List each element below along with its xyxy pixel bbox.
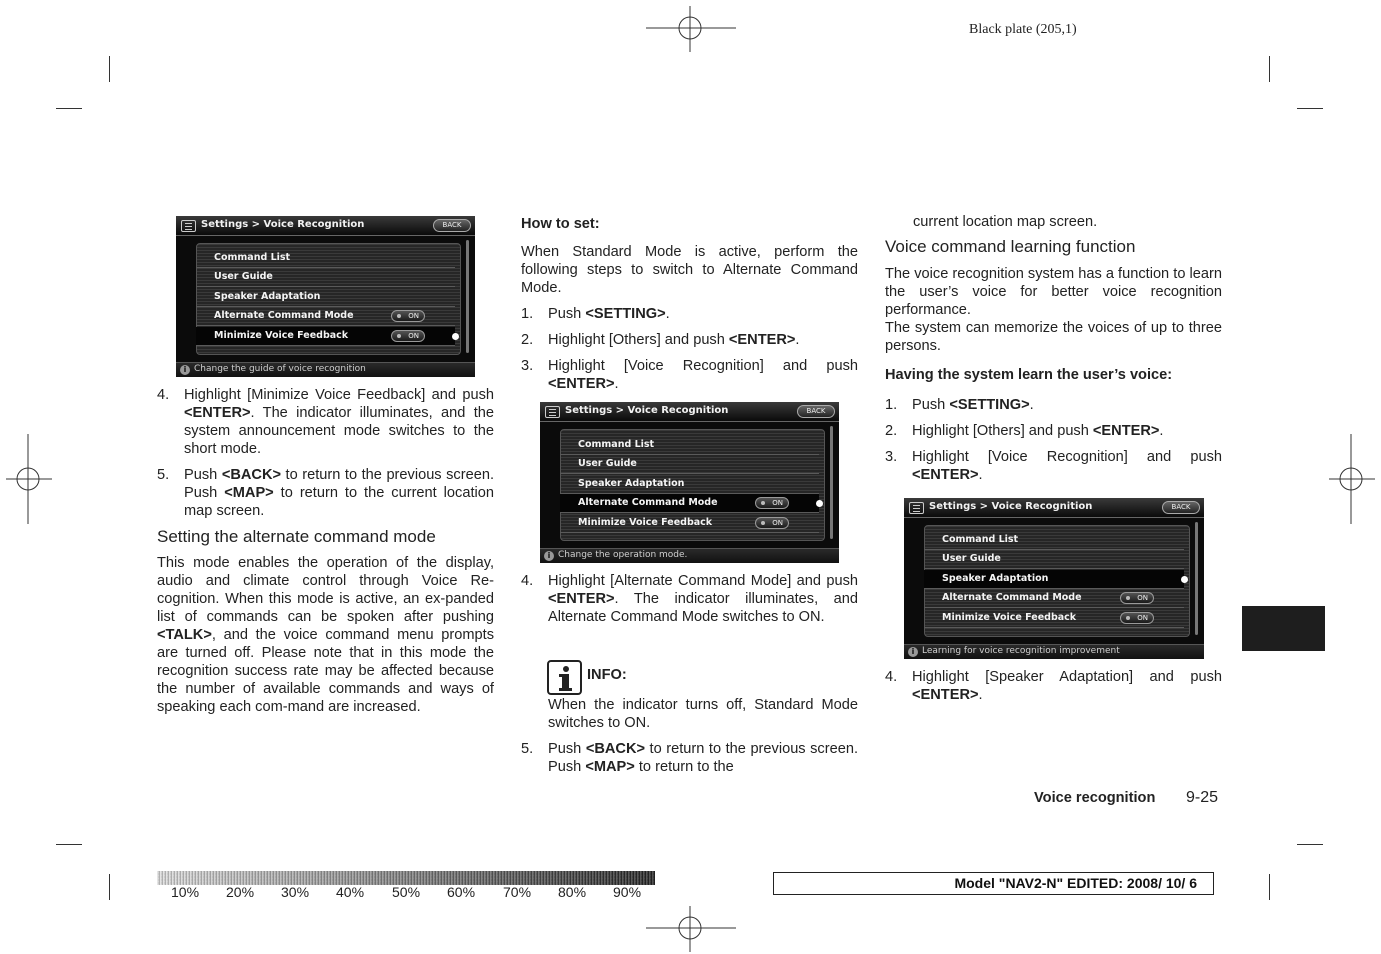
section-title: Voice command learning function xyxy=(885,237,1136,256)
registration-mark-right xyxy=(1329,434,1375,524)
right-column-text-bottom xyxy=(885,668,1222,704)
info-icon: i xyxy=(908,647,918,657)
middle-column-text-info xyxy=(521,696,858,776)
cursor-dot xyxy=(1181,576,1188,583)
screen-titlebar xyxy=(904,498,1204,518)
info-label: INFO: xyxy=(587,667,627,683)
step-item: 2. Highlight [Others] and push <ENTER>. xyxy=(521,332,800,348)
info-icon xyxy=(547,660,582,695)
model-edited-box: Model "NAV2-N" EDITED: 2008/ 10/ 6 xyxy=(773,872,1214,895)
menu-item-command-list: Command List xyxy=(560,436,819,455)
footer-section-title: Voice recognition xyxy=(1034,790,1156,806)
screen-title: Settings > Voice Recognition xyxy=(929,501,1093,512)
scrollbar xyxy=(830,426,833,539)
back-button: BACK xyxy=(1162,501,1200,514)
toggle-indicator: ON xyxy=(1120,612,1154,624)
screen-title: Settings > Voice Recognition xyxy=(201,219,365,230)
right-column-text-top xyxy=(885,213,1222,484)
middle-column-text-top xyxy=(521,215,858,393)
menu-icon xyxy=(909,502,924,514)
step-item: 5. Push <BACK> to return to the previous screen. Push <MAP> to return to the xyxy=(521,741,858,775)
registration-mark-top xyxy=(646,6,736,52)
toggle-indicator: ON xyxy=(755,517,789,529)
step-item: 3. Highlight [Voice Recognition] and push <ENTER>. xyxy=(885,449,1222,483)
menu-icon xyxy=(545,406,560,418)
step-item: 4. Highlight [Minimize Voice Feedback] and push <ENTER>. The indicator illuminates, and the system announcement mode switches to the short mode. xyxy=(157,387,494,457)
toggle-indicator: ON xyxy=(1120,592,1154,604)
menu-item-speaker-adaptation: Speaker Adaptation xyxy=(560,475,819,494)
toggle-indicator: ON xyxy=(391,330,425,342)
menu-item-alternate-command-mode: Alternate Command Mode ON xyxy=(560,494,819,513)
grad-label: 70% xyxy=(503,884,532,900)
screen-footer xyxy=(176,362,475,377)
voice-recognition-screen-3 xyxy=(904,498,1204,659)
menu-item-command-list: Command List xyxy=(196,249,455,268)
paragraph: This mode enables the operation of the display, audio and climate control through Voice Re-cognition. When this mode is active, an ex-panded list of commands can be spoken after pushing <TALK>, and the voice command menu prompts are turned off. Please note that in this mode the recognition success rate may be affected because the number of available commands and ways of speaking each com-mand are increased. xyxy=(157,555,494,715)
step-item: 4. Highlight [Speaker Adaptation] and push <ENTER>. xyxy=(885,669,1222,703)
grad-label: 30% xyxy=(281,884,310,900)
menu-item-speaker-adaptation: Speaker Adaptation xyxy=(196,288,455,307)
voice-recognition-screen-2 xyxy=(540,402,839,563)
chapter-tab xyxy=(1242,606,1325,651)
screen-footer-text: Change the operation mode. xyxy=(558,550,688,560)
menu-item-speaker-adaptation: Speaker Adaptation xyxy=(924,570,1184,589)
grad-label: 90% xyxy=(613,884,642,900)
registration-mark-bottom xyxy=(646,906,736,952)
grad-label: 50% xyxy=(392,884,421,900)
grad-label: 80% xyxy=(558,884,587,900)
learn-voice-heading: Having the system learn the user’s voice: xyxy=(885,367,1173,383)
menu-item-minimize-voice-feedback: Minimize Voice Feedback ON xyxy=(196,327,455,346)
step-item: 2. Highlight [Others] and push <ENTER>. xyxy=(885,423,1164,439)
left-column-text xyxy=(157,386,494,716)
info-text: When the indicator turns off, Standard Mode switches to ON. xyxy=(548,697,858,731)
paragraph: The system can memorize the voices of up to three persons. xyxy=(885,320,1222,354)
toggle-indicator: ON xyxy=(755,497,789,509)
toggle-indicator: ON xyxy=(391,310,425,322)
registration-mark-left xyxy=(6,434,52,524)
section-title: Setting the alternate command mode xyxy=(157,527,436,546)
how-to-set-heading: How to set: xyxy=(521,216,600,232)
grad-label: 40% xyxy=(336,884,365,900)
scrollbar xyxy=(1195,522,1198,635)
screen-footer-text: Learning for voice recognition improvement xyxy=(922,646,1120,656)
menu-item-alternate-command-mode: Alternate Command Mode ON xyxy=(924,589,1184,608)
info-icon: i xyxy=(180,365,190,375)
menu-item-minimize-voice-feedback: Minimize Voice Feedback ON xyxy=(924,609,1184,628)
menu-item-user-guide: User Guide xyxy=(196,268,455,287)
page-number: 9-25 xyxy=(1186,789,1219,806)
step-item: 5. Push <BACK> to return to the previous screen. Push <MAP> to return to the current location map screen. xyxy=(157,467,494,519)
voice-recognition-screen-1 xyxy=(176,216,475,377)
screen-footer xyxy=(540,548,839,563)
cursor-dot xyxy=(816,500,823,507)
middle-column-text-bottom xyxy=(521,572,858,626)
info-icon: i xyxy=(544,551,554,561)
screen-title: Settings > Voice Recognition xyxy=(565,405,729,416)
menu-item-minimize-voice-feedback: Minimize Voice Feedback ON xyxy=(560,514,819,533)
screen-footer xyxy=(904,644,1204,659)
cursor-dot xyxy=(452,333,459,340)
grad-label: 60% xyxy=(447,884,476,900)
step-item: 4. Highlight [Alternate Command Mode] and push <ENTER>. The indicator illuminates, and Alternate Command Mode switches to ON. xyxy=(521,573,858,625)
screen-titlebar xyxy=(176,216,475,236)
menu-item-alternate-command-mode: Alternate Command Mode ON xyxy=(196,307,455,326)
screen-titlebar xyxy=(540,402,839,422)
menu-item-command-list: Command List xyxy=(924,531,1184,550)
paragraph: When Standard Mode is active, perform the following steps to switch to Alternate Command Mode. xyxy=(521,244,858,296)
back-button: BACK xyxy=(433,219,471,232)
menu-icon xyxy=(181,220,196,232)
step-item: 1. Push <SETTING>. xyxy=(521,306,670,322)
plate-label: Black plate (205,1) xyxy=(969,22,1077,37)
grad-label: 10% xyxy=(171,884,200,900)
step-item: 1. Push <SETTING>. xyxy=(885,397,1034,413)
scrollbar xyxy=(466,240,469,353)
gray-scale-bar xyxy=(157,871,655,885)
grad-label: 20% xyxy=(226,884,255,900)
menu-item-user-guide: User Guide xyxy=(560,455,819,474)
paragraph: The voice recognition system has a function to learn the user’s voice for better voice recognition performance. xyxy=(885,266,1222,318)
continued-text: current location map screen. xyxy=(913,214,1098,230)
menu-item-user-guide: User Guide xyxy=(924,550,1184,569)
step-item: 3. Highlight [Voice Recognition] and push <ENTER>. xyxy=(521,358,858,392)
screen-footer-text: Change the guide of voice recognition xyxy=(194,364,366,374)
back-button: BACK xyxy=(797,405,835,418)
